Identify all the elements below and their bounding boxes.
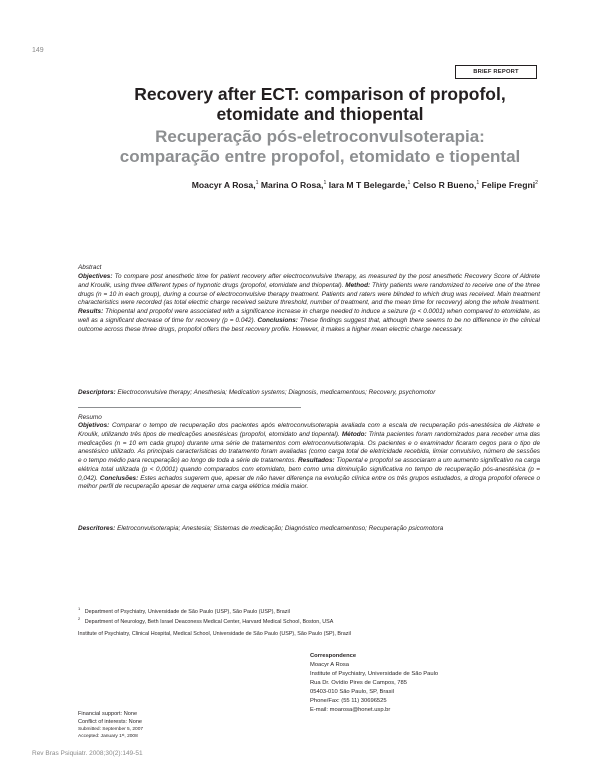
conclusoes-text: Estes achados sugerem que, apesar de não haver diferença na evolução clínica entre os três grupos estudados, a droga propofol oferece o melhor perfil de recuperação apesar de requerer uma carga elétrica média maior. [78,474,541,491]
conclusions-text: These findings suggest that, although there seems to be no difference in the clinical outcome across these three drugs, propofol offers the best recovery profile. However, it makes a higher mean electric charge necessary. [78,316,540,333]
title-portuguese-line-1: Recuperação pós-eletroconvulsoterapia: [155,127,485,146]
abstract-body [78,273,540,334]
objetivos-text: Comparar o tempo de recuperação dos pacientes após eletroconvulsoterapia avaliada com a escala de recuperação pós-anestésica de Aldrete e Kroulik, utilizando três tipos de medicações anestésicas (propofol, etomidato and tiopental). [78,422,540,438]
metodo-text: Trinta pacientes foram randomizados para receber uma das medicações (n = 10 em cada grupo) durante uma série de tratamentos com eletroconvulsoterapia. Os pacientes e o examinador ficaram cegos para o tipo de anestésico utilizado. As principais características do tratamento foram avaliadas (como carga total de eletricidade recebida, limiar convulsivo, número de sessões e o tempo médio para recuperação) ao longo de toda a série de tratamentos. [78,430,540,464]
author-affiliation-mark: 2 [535,180,538,187]
section-divider [78,407,301,408]
descritores-text: Eletroconvulsoterapia; Anestesia; Sistemas de medicação; Diagnóstico medicamentoso; Recuperação psicomotora [115,525,444,532]
author-name: Felipe Fregni [479,180,536,190]
resumo-body [78,422,540,492]
journal-footer: Rev Bras Psiquiatr. 2008;30(2):149-51 [32,750,143,757]
affiliation-text: Department of Psychiatry, Universidade de São Paulo (USP), São Paulo (USP), Brazil [84,608,290,615]
correspondence-line: 05403-010 São Paulo, SP, Brasil [310,689,395,695]
resultados-text: Tiopental e propofol se associaram a um aumento significativo na carga elétrica total utilizada (p < 0,0001) quando comparados com etomidato, bem como uma diminuição significativa no tempo de recuperação pós-anestésica (p = 0,042). [78,457,540,482]
title-portuguese [80,127,560,167]
page-number: 149 [32,47,44,54]
correspondence-line: E-mail: moarosa@honet.usp.br [310,707,391,713]
descriptors-english [78,389,540,398]
descritores-label: Descritores: [78,525,116,532]
author-affiliation-mark: 1 [476,180,480,187]
metodo-label: Método: [341,430,367,438]
results-label: Results: [78,308,104,315]
resumo-heading: Resumo [78,414,102,421]
submitted-date: Submitted: September 5, 2007 [78,727,144,732]
correspondence-line: Phone/Fax: (55 11) 30696525 [310,698,387,704]
title-english-line-1: Recovery after ECT: comparison of propofol, [134,84,506,104]
correspondence-title: Correspondence [310,653,357,659]
correspondence-line: Institute of Psychiatry, Universidade de São Paulo [310,671,439,677]
affiliation-text: Department of Neurology, Beth Israel Deaconess Medical Center, Harvard Medical School, Boston, USA [84,618,334,625]
author-list [80,180,560,190]
objectives-text: To compare post anesthetic time for patient recovery after electroconvulsive therapy, as measured by the post anesthetic Recovery Score of Aldrete and Kroulik, using three different types of hypnotic drugs (propofol, etomidate and thiopental). [78,273,540,289]
author-name: Marina O Rosa, [258,180,324,190]
descriptors-text: Electroconvulsive therapy; Anesthesia; Medication systems; Diagnosis, medicamentous; Recovery, psychomotor [115,389,436,396]
conclusions-label: Conclusions: [257,316,298,324]
author-affiliation-mark: 1 [407,180,411,187]
correspondence-line: Moacyr A Rosa [310,662,349,668]
institution: Institute of Psychiatry, Clinical Hospital, Medical School, Universidade de São Paulo (USP), São Paulo (SP), Brazil [78,631,351,637]
descritores-portuguese [78,525,540,534]
affiliation-mark: 1 [78,606,81,611]
financial-support: Financial support: None [78,711,138,717]
results-text: Thiopental and propofol were associated with a significance increase in charge needed to induce a seizure (p < 0.0001) when compared to etomidate, as well as a significant decrease of time for recovery (p = 0.042). [78,308,540,324]
method-text: Thirty patients were randomized to receive one of the three drugs (n = 10 in each group), during a course of electroconvulsive therapy treatment. Patients and raters were blinded to which drug was received. Main treatment characteristics were recorded (as total electric charge received seizure threshold, number of treatment, and the mean time for recovery) along the whole treatment. [78,281,541,307]
descriptors-label: Descriptors: [78,389,116,396]
title-english-line-2: etomidate and thiopental [216,104,424,124]
author-affiliation-mark: 1 [255,180,259,187]
method-label: Method: [345,281,371,289]
objetivos-label: Objetivos: [78,422,110,429]
objectives-label: Objectives: [78,273,113,280]
author-affiliation-mark: 1 [323,180,327,187]
accepted-date: Accepted: January 1ˢᵗ, 2008 [78,734,138,739]
affiliation-2 [78,614,540,627]
correspondence-block [310,652,540,715]
conclusoes-label: Conclusões: [99,474,139,482]
author-name: Moacyr A Rosa, [191,180,256,190]
title-english [80,84,560,124]
resultados-label: Resultados: [298,457,335,464]
affiliation-mark: 2 [78,616,81,621]
abstract-heading: Abstract [78,264,102,271]
author-name: Iara M T Belegarde, [326,180,408,190]
author-name: Celso R Bueno, [410,180,477,190]
correspondence-line: Rua Dr. Ovídio Pires de Campos, 785 [310,680,407,686]
funding-block [78,710,278,740]
section-badge: BRIEF REPORT [455,65,537,79]
title-portuguese-line-2: comparação entre propofol, etomidato e tiopental [119,147,521,166]
conflict-of-interests: Conflict of interests: None [78,719,143,725]
